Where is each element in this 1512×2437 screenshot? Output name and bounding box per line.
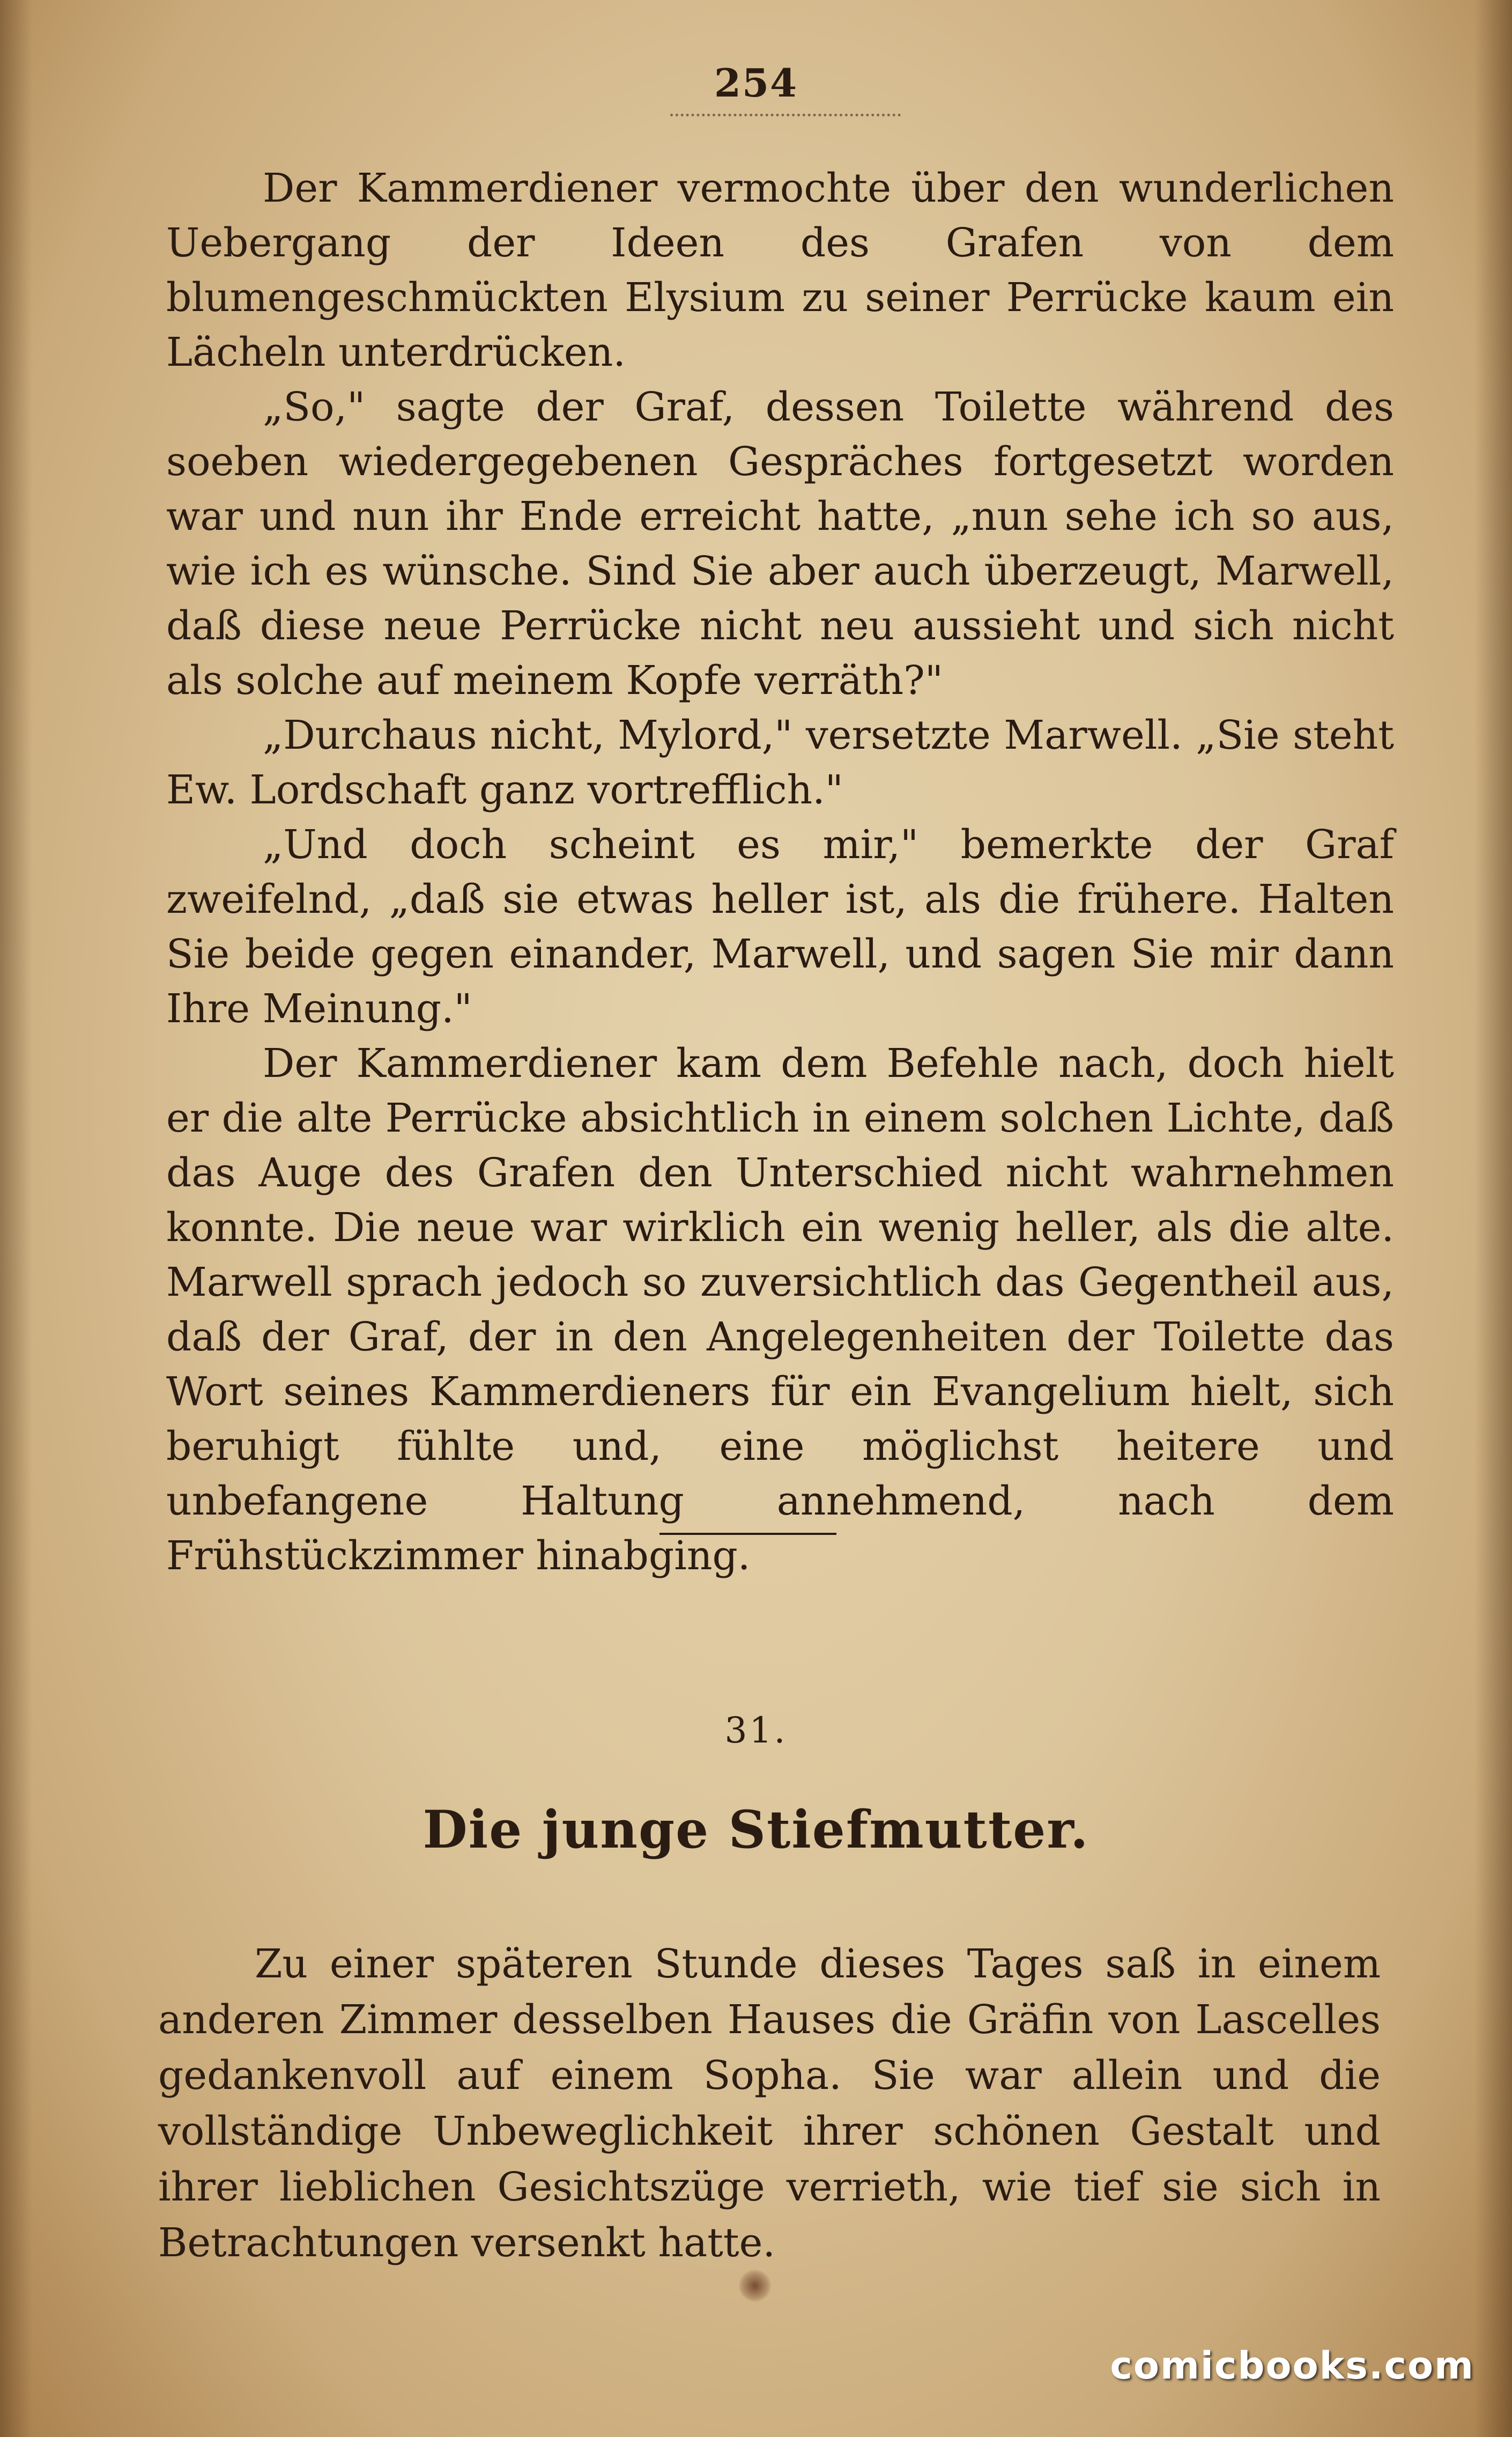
page-number: 254 [714,60,798,106]
section-divider [659,1533,836,1535]
ink-stain [739,2270,771,2302]
paragraph: „Und doch scheint es mir," bemerkte der Graf zweifelnd, „daß sie etwas heller ist, als die frühere. Halten Sie beide gegen einander, Marwell, und sagen Sie mir dann Ihre Meinung." [166,822,1394,1032]
body-text [166,161,1394,1583]
paragraph: Der Kammerdiener vermochte über den wunderlichen Uebergang der Ideen des Grafen von dem blumengeschmückten Elysium zu seiner Perrücke kaum ein Lächeln unterdrücken. [166,165,1394,375]
paragraph: Zu einer späteren Stunde dieses Tages saß in einem anderen Zimmer desselben Hauses die Gräfin von Lascelles gedankenvoll auf einem Sopha. Sie war allein und die vollständige Unbeweglichkeit ihrer schönen Gestalt und ihrer lieblichen Gesichtszüge verrieth, wie tief sie sich in Betrachtungen versenkt hatte. [158,1941,1381,2266]
watermark: comicbooks.com [1110,2344,1474,2388]
paragraph: „Durchaus nicht, Mylord," versetzte Marwell. „Sie steht Ew. Lordschaft ganz vortrefflich." [166,712,1394,813]
paragraph: Der Kammerdiener kam dem Befehle nach, doch hielt er die alte Perrücke absichtlich in einem solchen Lichte, daß das Auge des Grafen den Unterschied nicht wahrnehmen konnte. Die neue war wirklich ein wenig heller, als die alte. Marwell sprach jedoch so zuversichtlich das Gegentheil aus, daß der Graf, der in den Angelegenheiten der Toilette das Wort seines Kammerdieners für ein Evangelium hielt, sich beruhigt fühlte und, eine möglichst heitere und unbefangene Haltung annehmend, nach dem Frühstückzimmer hinabging. [166,1040,1394,1579]
chapter-text [158,1936,1381,2271]
page-edge-shadow-right [1474,0,1512,2437]
page-number-ornament [670,114,901,116]
paragraph: „So," sagte der Graf, dessen Toilette während des soeben wiedergegebenen Gespräches fortgesetzt worden war und nun ihr Ende erreicht hatte, „nun sehe ich so aus, wie ich es wünsche. Sind Sie aber auch überzeugt, Marwell, daß diese neue Perrücke nicht neu aussieht und sich nicht als solche auf meinem Kopfe verräth?" [166,384,1394,704]
chapter-title: Die junge Stiefmutter. [423,1799,1089,1860]
page-edge-shadow-left [0,0,32,2437]
chapter-number: 31. [724,1710,788,1751]
